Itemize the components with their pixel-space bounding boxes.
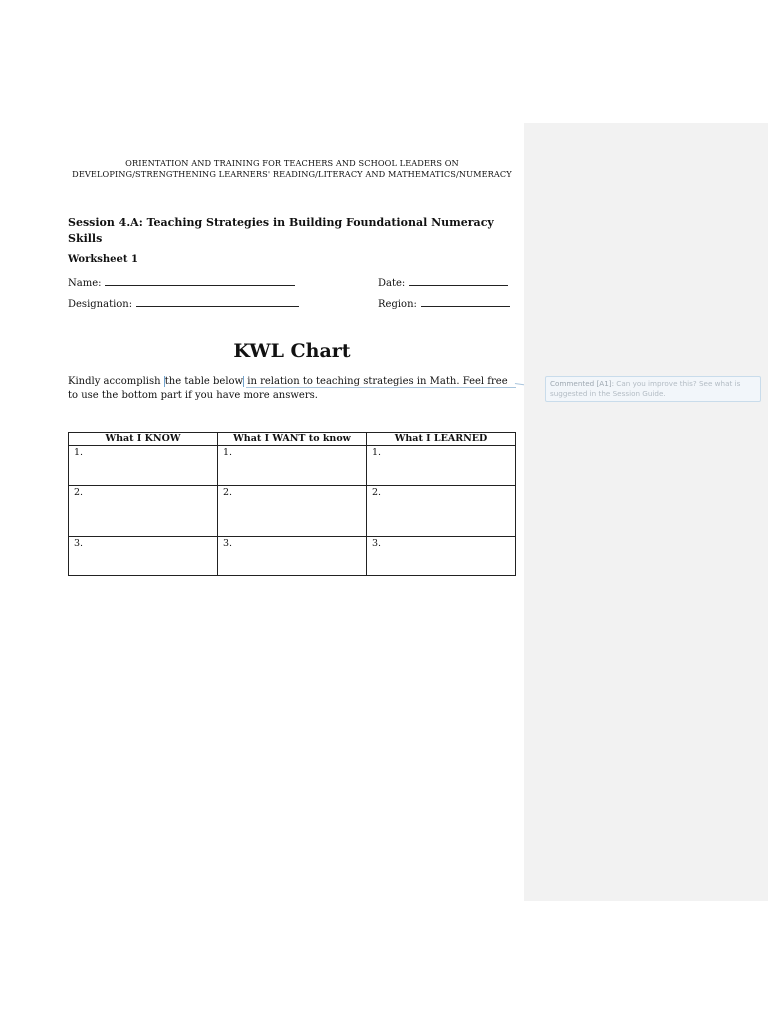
table-cell[interactable]: 1. (367, 446, 516, 486)
designation-blank-line[interactable] (136, 297, 299, 307)
date-label: Date: (378, 278, 406, 289)
table-cell[interactable]: 1. (218, 446, 367, 486)
comment-balloon[interactable] (545, 376, 761, 402)
table-header-row (69, 433, 516, 446)
region-blank-line[interactable] (421, 297, 510, 307)
region-label: Region: (378, 299, 417, 310)
table-row (69, 486, 516, 537)
column-header-learned: What I LEARNED (367, 433, 516, 446)
kwl-table (68, 432, 516, 576)
table-cell[interactable]: 2. (367, 486, 516, 537)
comment-anchor-underline (246, 387, 516, 388)
comment-text: Can you improve this? See what is suggested in the Session Guide. (550, 379, 741, 398)
name-label: Name: (68, 278, 102, 289)
table-cell[interactable]: 2. (69, 486, 218, 537)
table-row (69, 446, 516, 486)
worksheet-label: Worksheet 1 (68, 254, 138, 265)
table-cell[interactable]: 3. (218, 537, 367, 576)
instruction-part-1: Kindly accomplish (68, 376, 164, 387)
name-field[interactable] (68, 276, 295, 289)
region-field[interactable] (378, 297, 510, 310)
header-line-2: DEVELOPING/STRENGTHENING LEARNERS' READING/LITERACY AND MATHEMATICS/NUMERACY (72, 169, 512, 179)
designation-field[interactable] (68, 297, 299, 310)
comment-author: Commented [A1]: (550, 379, 615, 388)
designation-label: Designation: (68, 299, 133, 310)
table-cell[interactable]: 2. (218, 486, 367, 537)
commented-text-highlight[interactable]: the table below (164, 376, 244, 387)
date-field[interactable] (378, 276, 508, 289)
comment-pane (524, 123, 768, 901)
table-cell[interactable]: 3. (69, 537, 218, 576)
date-blank-line[interactable] (409, 276, 508, 286)
table-cell[interactable]: 1. (69, 446, 218, 486)
session-title: Session 4.A: Teaching Strategies in Building Foundational Numeracy Skills (68, 216, 494, 245)
column-header-know: What I KNOW (69, 433, 218, 446)
instruction-paragraph (68, 375, 516, 402)
table-row (69, 537, 516, 576)
header-line-1: ORIENTATION AND TRAINING FOR TEACHERS AND SCHOOL LEADERS ON (125, 158, 459, 168)
name-blank-line[interactable] (105, 276, 295, 286)
table-cell[interactable]: 3. (367, 537, 516, 576)
kwl-chart-title: KWL Chart (233, 340, 351, 362)
column-header-want: What I WANT to know (218, 433, 367, 446)
instruction-part-2: in relation to teaching strategies in Math. Feel free to use the bottom part if you have more answers. (68, 376, 508, 401)
